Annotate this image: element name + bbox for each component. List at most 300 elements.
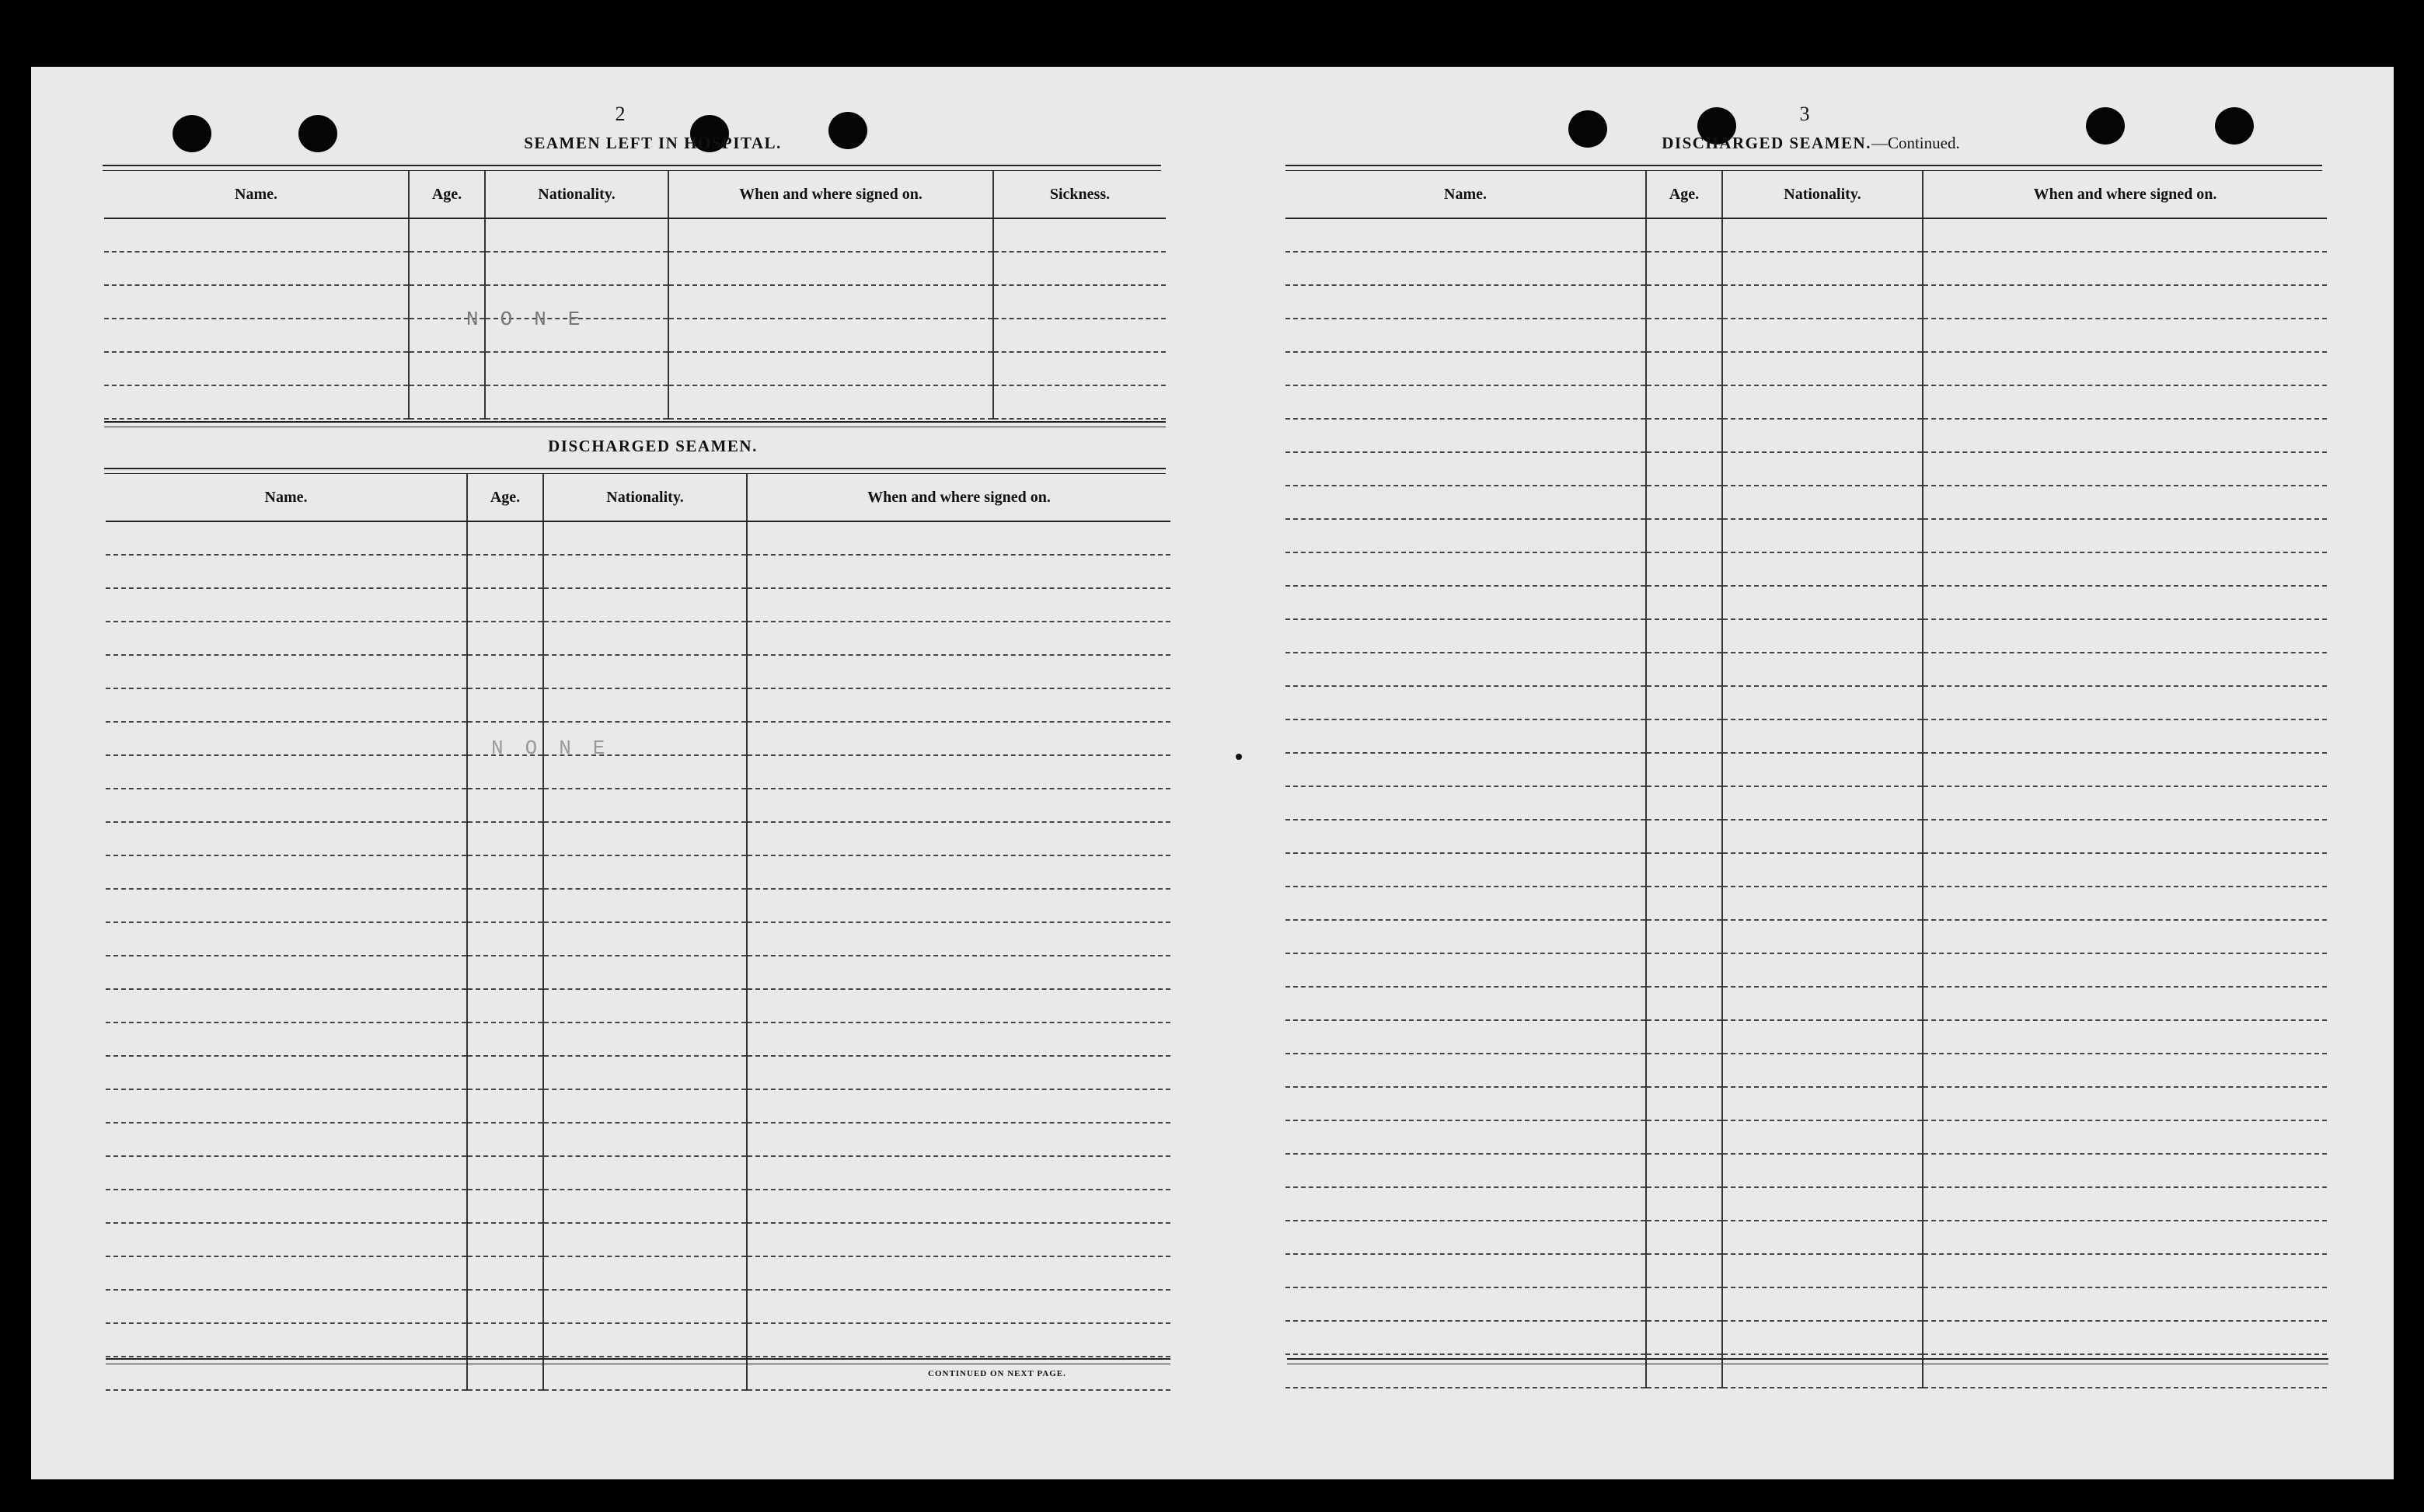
table-cell <box>1923 552 2327 586</box>
table-cell <box>1923 452 2327 486</box>
table-row <box>106 889 1170 922</box>
col-header-sickness: Sickness. <box>993 171 1166 218</box>
table-cell <box>1722 1120 1923 1154</box>
table-cell <box>1646 686 1722 719</box>
table-cell <box>543 1023 747 1056</box>
table-cell <box>1722 920 1923 953</box>
table-row <box>1285 285 2327 319</box>
binding-mark <box>1236 754 1242 760</box>
table-cell <box>106 956 467 989</box>
table-row <box>1285 1221 2327 1254</box>
col-header-name: Name. <box>1285 171 1646 218</box>
table-cell <box>747 989 1170 1023</box>
table-cell <box>1646 218 1722 252</box>
table-cell <box>747 1156 1170 1190</box>
col-header-age: Age. <box>467 474 543 521</box>
table-cell <box>1285 1221 1646 1254</box>
table-cell <box>543 855 747 889</box>
table-cell <box>1923 319 2327 352</box>
table-cell <box>1923 753 2327 786</box>
table-cell <box>1646 1054 1722 1087</box>
table-cell <box>1646 987 1722 1020</box>
table-cell <box>1722 1054 1923 1087</box>
table-row <box>1285 786 2327 820</box>
table-cell <box>1722 452 1923 486</box>
table-cell <box>1646 352 1722 385</box>
table-row <box>106 688 1170 722</box>
table-cell <box>543 1156 747 1190</box>
table-cell <box>1722 619 1923 653</box>
table-row <box>1285 753 2327 786</box>
table-cell <box>467 622 543 655</box>
table-cell <box>1646 1254 1722 1287</box>
table-cell <box>1646 786 1722 820</box>
table-cell <box>543 1256 747 1290</box>
table-row <box>106 1056 1170 1089</box>
table-cell <box>1285 820 1646 853</box>
table-cell <box>747 1123 1170 1156</box>
table-cell <box>1285 619 1646 653</box>
table-cell <box>106 1056 467 1089</box>
table-cell <box>1285 953 1646 987</box>
table-cell <box>747 1323 1170 1357</box>
table-cell <box>1285 1254 1646 1287</box>
table-cell <box>1646 419 1722 452</box>
table-row <box>1285 1287 2327 1321</box>
table-row <box>1285 686 2327 719</box>
right-section-title <box>1617 134 2005 153</box>
table-cell <box>104 252 409 285</box>
table-cell <box>467 1156 543 1190</box>
punch-hole <box>2215 107 2254 145</box>
table-cell <box>467 922 543 956</box>
table-cell <box>467 655 543 688</box>
table-cell <box>747 789 1170 822</box>
table-cell <box>1722 1221 1923 1254</box>
table-cell <box>1646 1321 1722 1354</box>
table-cell <box>1722 653 1923 686</box>
left-page-number: 2 <box>615 103 626 125</box>
table-row <box>1285 1054 2327 1087</box>
table-cell <box>1923 820 2327 853</box>
table-row <box>104 319 1166 352</box>
table-cell <box>543 755 747 789</box>
table-row <box>106 722 1170 755</box>
discharged-none-stamp: NONE <box>491 737 627 760</box>
table-cell <box>467 989 543 1023</box>
table-row <box>106 1023 1170 1056</box>
continued-note: CONTINUED ON NEXT PAGE. <box>928 1369 1066 1378</box>
table-row <box>106 521 1170 555</box>
table-row <box>1285 1154 2327 1187</box>
table-cell <box>1722 853 1923 887</box>
table-cell <box>543 1190 747 1223</box>
table-cell <box>106 588 467 622</box>
table-row <box>106 1156 1170 1190</box>
table-cell <box>1285 1020 1646 1054</box>
table-cell <box>467 956 543 989</box>
table-cell <box>485 352 668 385</box>
table-cell <box>1285 252 1646 285</box>
table-cell <box>106 1290 467 1323</box>
table-cell <box>668 352 993 385</box>
table-cell <box>747 1256 1170 1290</box>
table-cell <box>106 1223 467 1256</box>
hospital-bottom-rule <box>104 421 1166 427</box>
table-cell <box>1923 1254 2327 1287</box>
table-cell <box>1285 552 1646 586</box>
table-cell <box>1722 1087 1923 1120</box>
table-cell <box>668 218 993 252</box>
table-cell <box>1722 753 1923 786</box>
table-cell <box>1285 1120 1646 1154</box>
table-cell <box>543 989 747 1023</box>
table-cell <box>1646 887 1722 920</box>
table-cell <box>1646 1087 1722 1120</box>
table-cell <box>1923 252 2327 285</box>
left-bottom-rule <box>106 1358 1170 1364</box>
table-row <box>1285 319 2327 352</box>
table-row <box>106 1089 1170 1123</box>
table-cell <box>467 855 543 889</box>
table-cell <box>467 1023 543 1056</box>
table-cell <box>1646 920 1722 953</box>
table-cell <box>747 855 1170 889</box>
table-row <box>1285 486 2327 519</box>
col-header-nationality: Nationality. <box>1722 171 1923 218</box>
table-cell <box>104 352 409 385</box>
table-cell <box>1646 1187 1722 1221</box>
table-cell <box>106 1123 467 1156</box>
table-cell <box>467 1323 543 1357</box>
table-cell <box>467 588 543 622</box>
table-cell <box>1923 987 2327 1020</box>
table-cell <box>106 822 467 855</box>
table-cell <box>1722 987 1923 1020</box>
table-cell <box>993 352 1166 385</box>
table-cell <box>1923 1120 2327 1154</box>
table-cell <box>747 755 1170 789</box>
discharged-table <box>106 474 1170 1391</box>
table-cell <box>106 889 467 922</box>
table-cell <box>467 822 543 855</box>
table-cell <box>106 1023 467 1056</box>
table-row <box>106 755 1170 789</box>
table-cell <box>1722 285 1923 319</box>
table-row <box>1285 719 2327 753</box>
table-cell <box>104 218 409 252</box>
table-cell <box>1722 486 1923 519</box>
table-row <box>1285 1321 2327 1354</box>
table-cell <box>1923 1221 2327 1254</box>
table-cell <box>747 688 1170 722</box>
col-header-nationality: Nationality. <box>543 474 747 521</box>
table-cell <box>1923 1020 2327 1054</box>
table-cell <box>543 789 747 822</box>
table-cell <box>1722 686 1923 719</box>
table-cell <box>467 1123 543 1156</box>
table-cell <box>467 688 543 722</box>
table-row <box>106 1323 1170 1357</box>
table-cell <box>1285 285 1646 319</box>
table-cell <box>543 1089 747 1123</box>
table-cell <box>1923 920 2327 953</box>
table-cell <box>668 285 993 319</box>
table-cell <box>409 352 485 385</box>
table-cell <box>1646 953 1722 987</box>
table-cell <box>1285 218 1646 252</box>
table-cell <box>1646 285 1722 319</box>
table-cell <box>747 1290 1170 1323</box>
table-cell <box>106 1256 467 1290</box>
table-cell <box>543 622 747 655</box>
table-cell <box>1923 285 2327 319</box>
table-cell <box>1285 1154 1646 1187</box>
table-row <box>106 1223 1170 1256</box>
table-row <box>1285 920 2327 953</box>
table-cell <box>106 1190 467 1223</box>
table-cell <box>543 922 747 956</box>
table-cell <box>668 319 993 352</box>
punch-hole <box>298 115 337 152</box>
table-row <box>1285 820 2327 853</box>
table-row <box>1285 619 2327 653</box>
table-cell <box>1285 319 1646 352</box>
table-cell <box>1285 887 1646 920</box>
table-cell <box>1722 1154 1923 1187</box>
table-cell <box>106 755 467 789</box>
table-cell <box>747 1089 1170 1123</box>
table-row <box>106 922 1170 956</box>
discharged-top-rule <box>104 468 1166 474</box>
table-cell <box>543 1290 747 1323</box>
table-cell <box>1923 486 2327 519</box>
table-cell <box>1923 519 2327 552</box>
table-cell <box>467 1256 543 1290</box>
table-cell <box>1646 1287 1722 1321</box>
table-cell <box>467 1190 543 1223</box>
table-cell <box>1285 1187 1646 1221</box>
table-cell <box>668 385 993 419</box>
table-cell <box>543 655 747 688</box>
table-cell <box>104 385 409 419</box>
table-cell <box>1285 1054 1646 1087</box>
hospital-table <box>104 171 1166 420</box>
table-cell <box>543 1056 747 1089</box>
table-cell <box>1722 1287 1923 1321</box>
table-cell <box>106 1156 467 1190</box>
table-cell <box>1923 786 2327 820</box>
table-cell <box>1923 887 2327 920</box>
col-header-name: Name. <box>104 171 409 218</box>
table-cell <box>747 922 1170 956</box>
table-cell <box>106 789 467 822</box>
table-cell <box>747 956 1170 989</box>
table-cell <box>1285 1321 1646 1354</box>
table-cell <box>106 1089 467 1123</box>
punch-hole <box>173 115 211 152</box>
table-row <box>106 989 1170 1023</box>
table-cell <box>1722 352 1923 385</box>
table-row <box>106 555 1170 588</box>
table-cell <box>543 956 747 989</box>
table-cell <box>1646 586 1722 619</box>
table-row <box>104 252 1166 285</box>
table-row <box>1285 519 2327 552</box>
table-cell <box>1923 1321 2327 1354</box>
table-cell <box>1646 552 1722 586</box>
table-cell <box>747 722 1170 755</box>
table-cell <box>1923 653 2327 686</box>
table-row <box>104 218 1166 252</box>
table-cell <box>1722 1254 1923 1287</box>
table-cell <box>1646 1154 1722 1187</box>
table-cell <box>747 822 1170 855</box>
table-row <box>1285 987 2327 1020</box>
table-cell <box>467 755 543 789</box>
table-cell <box>467 1056 543 1089</box>
table-cell <box>747 622 1170 655</box>
table-cell <box>1646 452 1722 486</box>
col-header-signed-on: When and where signed on. <box>668 171 993 218</box>
table-row <box>1285 853 2327 887</box>
table-cell <box>1722 552 1923 586</box>
table-row <box>106 1256 1170 1290</box>
table-cell <box>1285 419 1646 452</box>
table-cell <box>1646 486 1722 519</box>
table-cell <box>1646 1020 1722 1054</box>
table-row <box>1285 252 2327 285</box>
table-cell <box>106 722 467 755</box>
table-row <box>1285 452 2327 486</box>
table-cell <box>467 1089 543 1123</box>
table-cell <box>1923 719 2327 753</box>
table-cell <box>106 688 467 722</box>
table-cell <box>1722 1020 1923 1054</box>
table-row <box>106 822 1170 855</box>
table-cell <box>467 1290 543 1323</box>
table-cell <box>106 555 467 588</box>
table-cell <box>1722 252 1923 285</box>
table-row <box>106 1123 1170 1156</box>
table-row <box>1285 1087 2327 1120</box>
table-cell <box>747 655 1170 688</box>
table-cell <box>543 1123 747 1156</box>
right-page-number: 3 <box>1799 103 1810 125</box>
table-cell <box>1923 586 2327 619</box>
table-row <box>104 385 1166 419</box>
col-header-age: Age. <box>409 171 485 218</box>
right-title-text: DISCHARGED SEAMEN. <box>1662 134 1871 152</box>
table-cell <box>1923 853 2327 887</box>
table-cell <box>993 285 1166 319</box>
table-cell <box>1285 987 1646 1020</box>
table-cell <box>106 521 467 555</box>
table-cell <box>1722 586 1923 619</box>
table-cell <box>106 622 467 655</box>
table-cell <box>106 655 467 688</box>
table-cell <box>1285 753 1646 786</box>
discharged-section-title: DISCHARGED SEAMEN. <box>548 437 758 455</box>
table-row <box>104 285 1166 319</box>
table-cell <box>543 588 747 622</box>
table-cell <box>1646 853 1722 887</box>
table-cell <box>106 855 467 889</box>
table-row <box>1285 1187 2327 1221</box>
table-cell <box>747 1056 1170 1089</box>
table-cell <box>1923 1287 2327 1321</box>
table-cell <box>1722 953 1923 987</box>
right-bottom-rule <box>1287 1358 2328 1364</box>
table-cell <box>1646 385 1722 419</box>
table-row <box>1285 1120 2327 1154</box>
table-row <box>106 956 1170 989</box>
table-cell <box>1646 619 1722 653</box>
table-cell <box>1923 686 2327 719</box>
punch-hole <box>2086 107 2125 145</box>
table-cell <box>1722 419 1923 452</box>
table-cell <box>1722 218 1923 252</box>
table-cell <box>747 1023 1170 1056</box>
table-cell <box>1923 1154 2327 1187</box>
table-row <box>1285 953 2327 987</box>
table-row <box>1285 1020 2327 1054</box>
table-cell <box>485 218 668 252</box>
table-row <box>1285 419 2327 452</box>
table-cell <box>1646 319 1722 352</box>
col-header-signed-on: When and where signed on. <box>747 474 1170 521</box>
table-cell <box>543 688 747 722</box>
table-cell <box>1722 820 1923 853</box>
table-cell <box>543 1223 747 1256</box>
table-row <box>106 1290 1170 1323</box>
table-row <box>106 622 1170 655</box>
col-header-name: Name. <box>106 474 467 521</box>
right-discharged-table <box>1285 171 2327 1388</box>
table-cell <box>409 385 485 419</box>
table-cell <box>106 922 467 956</box>
table-cell <box>1923 385 2327 419</box>
table-cell <box>1722 319 1923 352</box>
hospital-section-title: SEAMEN LEFT IN HOSPITAL. <box>524 134 782 152</box>
table-row <box>106 588 1170 622</box>
table-cell <box>1923 1054 2327 1087</box>
table-cell <box>1923 218 2327 252</box>
table-cell <box>1722 719 1923 753</box>
table-cell <box>993 252 1166 285</box>
table-cell <box>1285 920 1646 953</box>
table-cell <box>467 555 543 588</box>
table-cell <box>747 1223 1170 1256</box>
table-cell <box>747 1190 1170 1223</box>
table-row <box>1285 552 2327 586</box>
table-row <box>1285 352 2327 385</box>
document-sheet <box>31 67 2394 1479</box>
table-cell <box>543 555 747 588</box>
table-cell <box>1285 385 1646 419</box>
table-cell <box>485 385 668 419</box>
table-cell <box>747 889 1170 922</box>
table-cell <box>409 218 485 252</box>
table-row <box>106 655 1170 688</box>
table-cell <box>1722 1187 1923 1221</box>
table-row <box>1285 653 2327 686</box>
table-cell <box>467 789 543 822</box>
table-cell <box>1646 820 1722 853</box>
table-cell <box>543 1323 747 1357</box>
table-cell <box>1285 786 1646 820</box>
table-row <box>106 1190 1170 1223</box>
